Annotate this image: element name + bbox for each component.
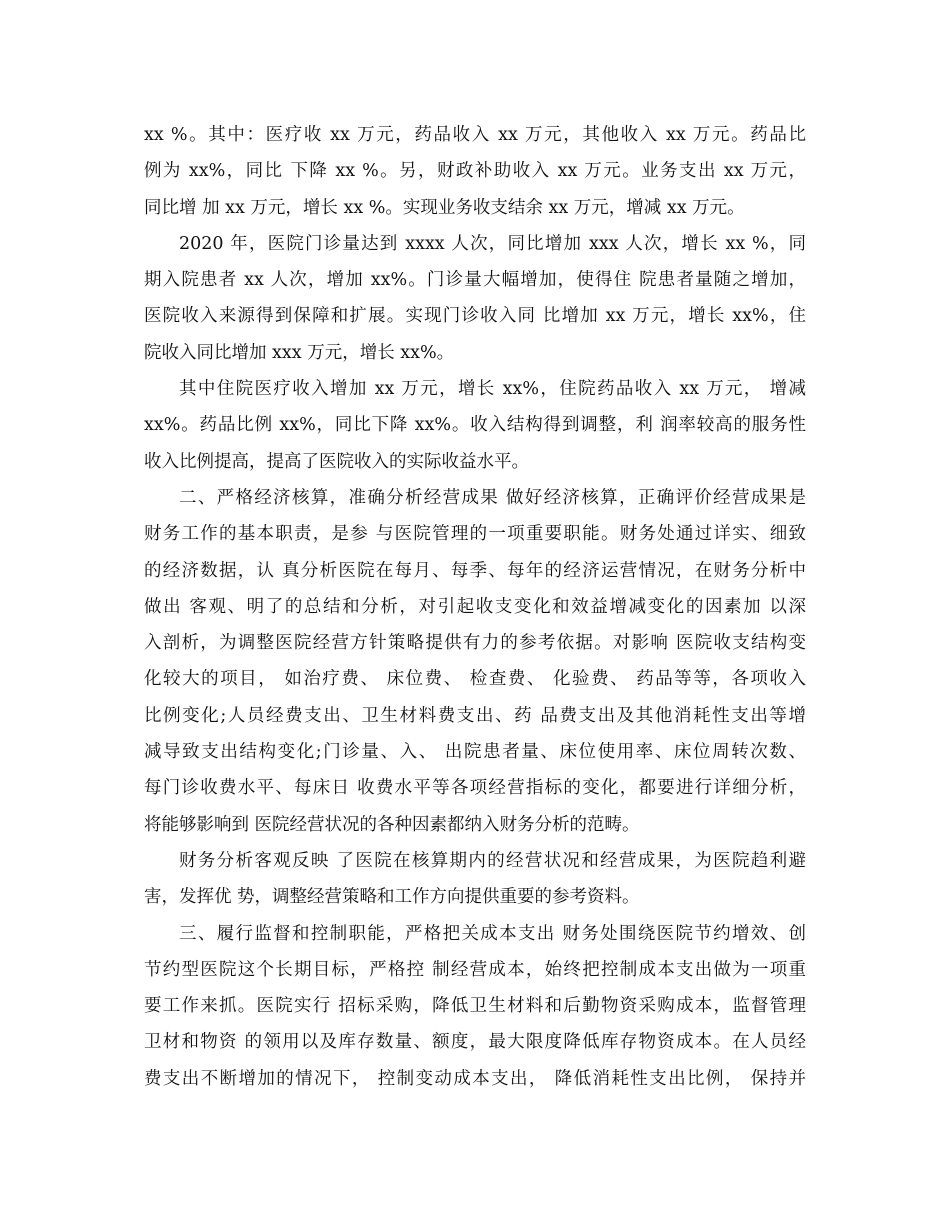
text-line: 医院收入来源得到保障和扩展。实现门诊收入同 比增加 xx 万元，增长 xx%，住: [144, 306, 806, 327]
text-line: 期入院患者 xx 人次，增加 xx%。门诊量大幅增加，使得住 院患者量随之增加，: [144, 270, 806, 291]
text-line: 财务分析客观反映 了医院在核算期内的经营状况和经营成果，为医院趋利避: [179, 850, 806, 871]
text-line: 卫材和物资 的领用以及库存数量、额度，最大限度降低库存物资成本。在人员经: [144, 1032, 806, 1053]
text-line: 减导致支出结构变化;门诊量、入、 出院患者量、床位使用率、床位周转次数、: [144, 742, 806, 763]
text-line: 财务工作的基本职责，是参 与医院管理的一项重要职能。财务处通过详实、细致: [144, 524, 806, 545]
text-line: 三、履行监督和控制职能，严格把关成本支出 财务处围绕医院节约增效、创: [179, 923, 806, 944]
paragraph-2: [144, 226, 806, 371]
paragraph-1: [144, 117, 806, 226]
text-line: 化较大的项目， 如治疗费、 床位费、 检查费、 化验费、 药品等等，各项收入: [144, 669, 806, 690]
text-line: 要工作来抓。医院实行 招标采购，降低卫生材料和后勤物资采购成本，监督管理: [144, 996, 806, 1017]
text-line: 做出 客观、明了的总结和分析，对引起收支变化和效益增减变化的因素加 以深: [144, 596, 806, 617]
text-line: xx %。其中：医疗收 xx 万元，药品收入 xx 万元，其他收入 xx 万元。药品比: [144, 125, 806, 145]
paragraph-4: [144, 480, 806, 843]
text-line: 二、严格经济核算，准确分析经营成果 做好经济核算，正确评价经营成果是: [179, 487, 806, 508]
text-line: xx%。药品比例 xx%，同比下降 xx%。收入结构得到调整，利 润率较高的服务性: [144, 415, 806, 436]
text-line: 将能够影响到 医院经营状况的各种因素都纳入财务分析的范畴。: [144, 814, 640, 835]
text-line: 每门诊收费水平、每床日 收费水平等各项经营指标的变化，都要进行详细分析，: [144, 778, 806, 799]
text-line: 同比增 加 xx 万元，增长 xx %。实现业务收支结余 xx 万元，增减 xx 万元。: [144, 197, 745, 218]
document-body: [144, 117, 806, 1097]
text-line: 的经济数据，认 真分析医院在每月、每季、每年的经济运营情况，在财务分析中: [144, 560, 806, 581]
text-line: 节约型医院这个长期目标，严格控 制经营成本，始终把控制成本支出做为一项重: [144, 959, 806, 980]
paragraph-3: [144, 371, 806, 480]
text-line: 2020 年，医院门诊量达到 xxxx 人次，同比增加 xxx 人次，增长 xx %，同: [179, 233, 806, 254]
paragraph-5: [144, 843, 806, 916]
text-line: 其中住院医疗收入增加 xx 万元，增长 xx%，住院药品收入 xx 万元， 增减: [179, 379, 806, 400]
text-line: 害，发挥优 势，调整经营策略和工作方向提供重要的参考资料。: [144, 887, 640, 908]
text-line: 比例变化;人员经费支出、卫生材料费支出、药 品费支出及其他消耗性支出等增: [144, 705, 806, 726]
text-line: 院收入同比增加 xxx 万元，增长 xx%。: [144, 342, 455, 363]
text-line: 入剖析，为调整医院经营方针策略提供有力的参考依据。对影响 医院收支结构变: [144, 633, 806, 654]
text-line: 例为 xx%，同比 下降 xx %。另，财政补助收入 xx 万元。业务支出 xx 万元，: [144, 161, 806, 182]
text-line: 费支出不断增加的情况下， 控制变动成本支出， 降低消耗性支出比例， 保持并: [144, 1068, 806, 1089]
paragraph-6: [144, 916, 806, 1097]
text-line: 收入比例提高，提高了医院收入的实际收益水平。: [144, 451, 529, 472]
